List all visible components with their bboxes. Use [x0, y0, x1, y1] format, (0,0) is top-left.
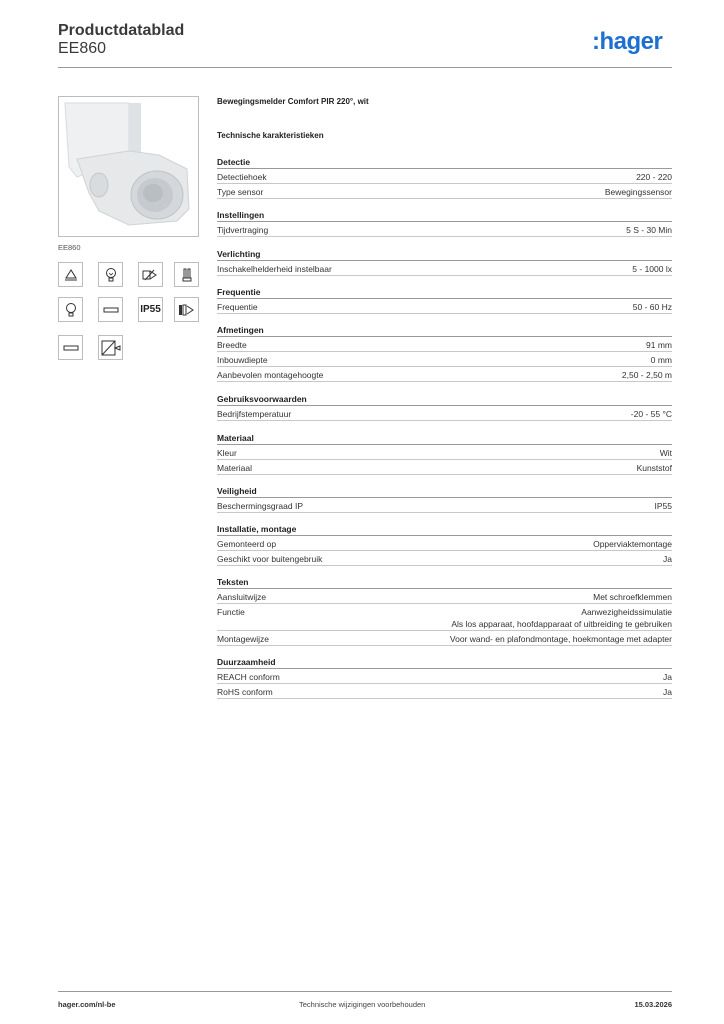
ip55-rating-icon [138, 297, 163, 322]
section-afmetingen [217, 324, 672, 382]
logo-text: hager [599, 28, 663, 55]
technical-characteristics-heading: Technische karakteristieken [217, 131, 324, 140]
footer-date: 15.03.2026 [634, 1000, 672, 1009]
footer-divider [58, 991, 672, 992]
row-label: Functie [217, 607, 245, 617]
row-value: Ja [663, 672, 672, 682]
section-title: Frequentie [217, 286, 672, 299]
row-value: Wit [659, 448, 672, 458]
row-value: IP55 [654, 501, 672, 511]
row-value: Bewegingssensor [604, 187, 672, 197]
table-row [217, 684, 672, 699]
row-value: Ja [663, 554, 672, 564]
row-label: Breedte [217, 340, 247, 350]
section-title: Detectie [217, 156, 672, 169]
row-label: REACH conform [217, 672, 280, 682]
row-label: Kleur [217, 448, 237, 458]
section-title: Instellingen [217, 209, 672, 222]
product-image [58, 96, 199, 237]
section-title: Gebruiksvoorwaarden [217, 393, 672, 406]
table-row [217, 631, 672, 646]
row-value: 2,50 - 2,50 m [621, 370, 672, 380]
row-value: -20 - 55 °C [630, 409, 672, 419]
section-title: Verlichting [217, 248, 672, 261]
table-row [217, 445, 672, 460]
section-title: Installatie, montage [217, 523, 672, 536]
row-value: 50 - 60 Hz [632, 302, 672, 312]
row-value: 220 - 220 [636, 172, 672, 182]
table-row [217, 604, 672, 631]
transformer-lamp-icon [174, 297, 199, 322]
row-label: Materiaal [217, 463, 252, 473]
row-value: Voor wand- en plafondmontage, hoekmontage met adapter [449, 634, 672, 644]
table-row [217, 367, 672, 382]
section-duurzaamheid [217, 656, 672, 699]
row-value-line2: Als los apparaat, hoofdapparaat of uitbreiding te gebruiken [451, 619, 672, 629]
footer-disclaimer: Technische wijzigingen voorbehouden [299, 1000, 426, 1009]
table-row [217, 551, 672, 566]
halogen-tube-icon [58, 335, 83, 360]
row-label: Beschermingsgraad IP [217, 501, 303, 511]
section-title: Teksten [217, 576, 672, 589]
row-value: 91 mm [646, 340, 672, 350]
row-label: Gemonteerd op [217, 539, 277, 549]
section-instellingen [217, 209, 672, 237]
table-row [217, 406, 672, 421]
row-label: Bedrijfstemperatuur [217, 409, 292, 419]
row-label: Frequentie [217, 302, 258, 312]
section-verlichting [217, 248, 672, 276]
table-row [217, 299, 672, 314]
row-label: Aansluitwijze [217, 592, 267, 602]
table-row [217, 184, 672, 199]
section-veiligheid [217, 485, 672, 513]
row-label: Montagewijze [217, 634, 269, 644]
row-label: Type sensor [217, 187, 264, 197]
table-row [217, 169, 672, 184]
section-materiaal [217, 432, 672, 475]
table-row [217, 589, 672, 604]
section-teksten [217, 576, 672, 646]
row-label: Inbouwdiepte [217, 355, 268, 365]
table-row [217, 261, 672, 276]
table-row [217, 222, 672, 237]
row-value: Opperviaktemontage [593, 539, 672, 549]
table-row [217, 460, 672, 475]
section-installatie-montage [217, 523, 672, 566]
row-value-multiline [451, 606, 672, 630]
section-frequentie [217, 286, 672, 314]
tube-lamp-icon [98, 297, 123, 322]
section-title: Veiligheid [217, 485, 672, 498]
section-detectie [217, 156, 672, 199]
product-description: Bewegingsmelder Comfort PIR 220°, wit [217, 97, 369, 106]
section-title: Duurzaamheid [217, 656, 672, 669]
table-row [217, 352, 672, 367]
table-row [217, 669, 672, 684]
dimmable-lamp-icon [138, 262, 163, 287]
row-label: RoHS conform [217, 687, 273, 697]
product-image-caption: EE860 [58, 243, 81, 252]
table-row [217, 337, 672, 352]
fluorescent-tube-icon [174, 262, 199, 287]
row-label: Inschakelhelderheid instelbaar [217, 264, 332, 274]
section-gebruiksvoorwaarden [217, 393, 672, 421]
footer-website[interactable]: hager.com/nl-be [58, 1000, 116, 1009]
row-label: Tijdvertraging [217, 225, 269, 235]
hager-logo: :hager [592, 28, 663, 55]
row-label: Detectiehoek [217, 172, 267, 182]
row-value: Aanwezigheidssimulatie [581, 607, 672, 617]
section-title: Materiaal [217, 432, 672, 445]
ceiling-lamp-icon [58, 262, 83, 287]
row-value: 5 - 1000 lx [632, 264, 672, 274]
header-divider [58, 67, 672, 68]
ip55-label: IP55 [140, 304, 161, 315]
row-value: 0 mm [650, 355, 672, 365]
row-value: 5 S - 30 Min [626, 225, 672, 235]
row-value: Met schroefklemmen [593, 592, 672, 602]
row-label: Aanbevolen montagehoogte [217, 370, 324, 380]
table-row [217, 536, 672, 551]
motion-sensor-icon [98, 335, 123, 360]
incandescent-bulb-icon [58, 297, 83, 322]
section-title: Afmetingen [217, 324, 672, 337]
row-label: Geschikt voor buitengebruik [217, 554, 323, 564]
product-code: EE860 [58, 40, 107, 57]
led-bulb-icon [98, 262, 123, 287]
row-value: Ja [663, 687, 672, 697]
page-title: Productdatablad [58, 22, 185, 39]
row-value: Kunststof [636, 463, 672, 473]
table-row [217, 498, 672, 513]
